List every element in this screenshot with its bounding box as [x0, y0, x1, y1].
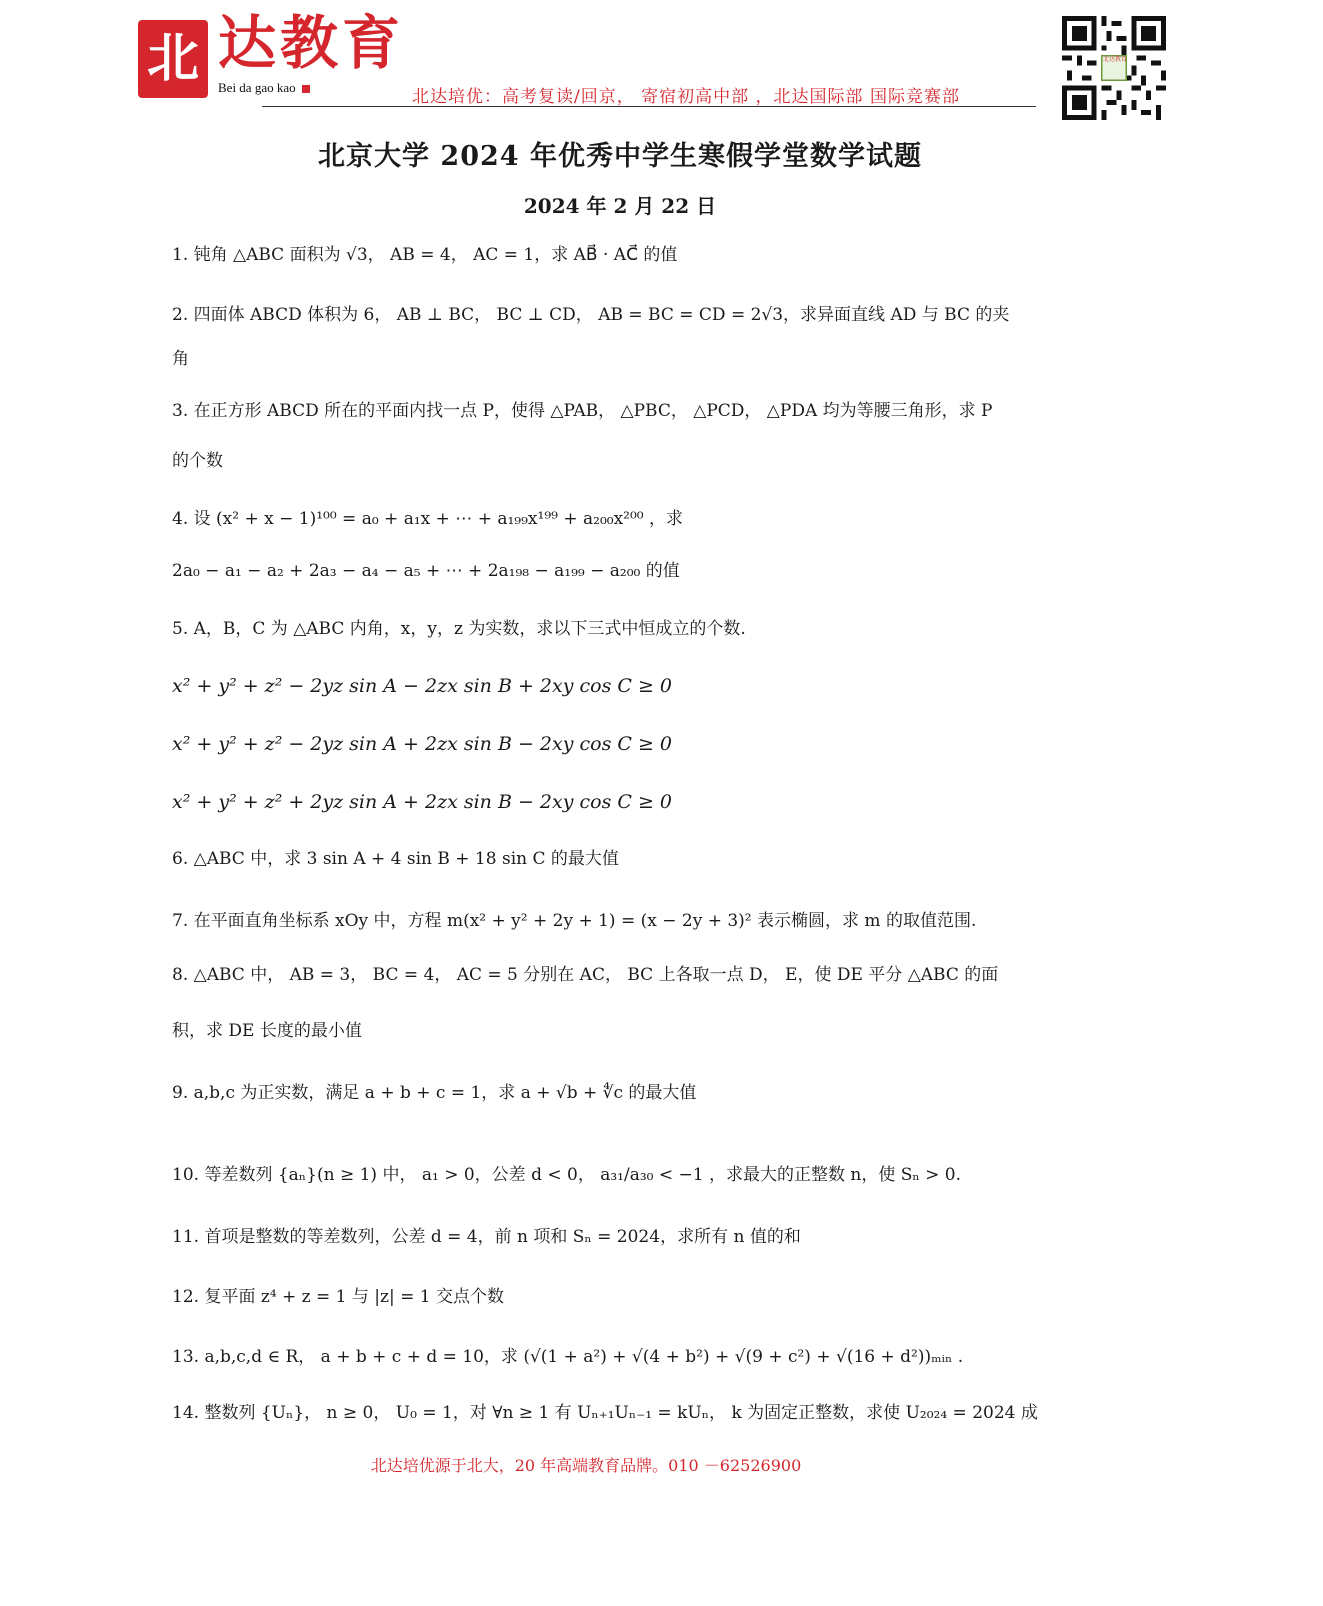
problem-2-line-1: 2. 四面体 ABCD 体积为 6， AB ⊥ BC， BC ⊥ CD， AB = BC = CD = 2√3，求异面直线 AD 与 BC 的夹	[172, 305, 1010, 325]
problem-7-line-1: 7. 在平面直角坐标系 xOy 中，方程 m(x² + y² + 2y + 1) = (x − 2y + 3)² 表示椭圆，求 m 的取值范围.	[172, 911, 977, 931]
problem-4-line-2: 2a₀ − a₁ − a₂ + 2a₃ − a₄ − a₅ + ⋯ + 2a₁₉₈ − a₁₉₉ − a₂₀₀ 的值	[172, 561, 680, 581]
pinyin-dot-icon	[302, 85, 310, 93]
brand-pinyin: Bei da gao kao	[218, 80, 310, 96]
qr-code-icon	[1062, 16, 1166, 120]
problem-6-line-1: 6. △ABC 中，求 3 sin A + 4 sin B + 18 sin C 的最大值	[172, 849, 619, 869]
problem-9-line-1: 9. a,b,c 为正实数，满足 a + b + c = 1，求 a + √b + ∜c 的最大值	[172, 1083, 697, 1103]
problem-3-line-1: 3. 在正方形 ABCD 所在的平面内找一点 P，使得 △PAB， △PBC， △PCD， △PDA 均为等腰三角形，求 P	[172, 401, 993, 421]
problem-5-line-1: 5. A，B，C 为 △ABC 内角，x，y，z 为实数，求以下三式中恒成立的个数.	[172, 619, 746, 639]
brand-name: 达教育	[218, 9, 405, 77]
problem-11-line-1: 11. 首项是整数的等差数列，公差 d = 4，前 n 项和 Sₙ = 2024，求所有 n 值的和	[172, 1227, 801, 1247]
problem-5-inequality-1: x² + y² + z² − 2yz sin A − 2zx sin B + 2xy cos C ≥ 0	[172, 675, 672, 697]
problem-8-line-2: 积，求 DE 长度的最小值	[172, 1021, 362, 1041]
header-divider	[262, 106, 1036, 107]
problem-4-line-1: 4. 设 (x² + x − 1)¹⁰⁰ = a₀ + a₁x + ⋯ + a₁₉₉x¹⁹⁹ + a₂₀₀x²⁰⁰ ，求	[172, 509, 684, 529]
problem-13-line-1: 13. a,b,c,d ∈ R， a + b + c + d = 10，求 (√(1 + a²) + √(4 + b²) + √(9 + c²) + √(16 + d²))ₘᵢₙ .	[172, 1347, 964, 1367]
problem-3-line-2: 的个数	[172, 451, 223, 471]
problem-5-inequality-3: x² + y² + z² + 2yz sin A + 2zx sin B − 2xy cos C ≥ 0	[172, 791, 672, 813]
problem-14-line-1: 14. 整数列 {Uₙ}， n ≥ 0， U₀ = 1，对 ∀n ≥ 1 有 Uₙ₊₁Uₙ₋₁ = kUₙ， k 为固定正整数，求使 U₂₀₂₄ = 2024 成	[172, 1403, 1038, 1423]
page-title: 北京大学 2024 年优秀中学生寒假学堂数学试题	[318, 141, 922, 172]
problem-12-line-1: 12. 复平面 z⁴ + z = 1 与 |z| = 1 交点个数	[172, 1287, 504, 1307]
qr-badge-label: 北达教育	[1102, 56, 1127, 63]
logo-char: 北	[146, 28, 199, 89]
problem-2-line-2: 角	[172, 349, 189, 369]
problem-1-line-1: 1. 钝角 △ABC 面积为 √3， AB = 4， AC = 1，求 AB⃗ · AC⃗ 的值	[172, 245, 678, 265]
logo-badge	[138, 20, 208, 98]
problem-8-line-1: 8. △ABC 中， AB = 3， BC = 4， AC = 5 分别在 AC， BC 上各取一点 D， E，使 DE 平分 △ABC 的面	[172, 965, 999, 985]
exam-date: 2024 年 2 月 22 日	[523, 194, 717, 218]
footer-contact: 北达培优源于北大，20 年高端教育品牌。010 －62526900	[370, 1456, 802, 1475]
header-slogan: 北达培优：高考复读/回京， 寄宿初高中部 ，北达国际部 国际竞赛部	[412, 87, 960, 107]
problem-5-inequality-2: x² + y² + z² − 2yz sin A + 2zx sin B − 2xy cos C ≥ 0	[172, 733, 672, 755]
problem-10-line-1: 10. 等差数列 {aₙ}(n ≥ 1) 中， a₁ > 0，公差 d < 0， a₃₁/a₃₀ < −1 ，求最大的正整数 n，使 Sₙ > 0.	[172, 1165, 962, 1185]
